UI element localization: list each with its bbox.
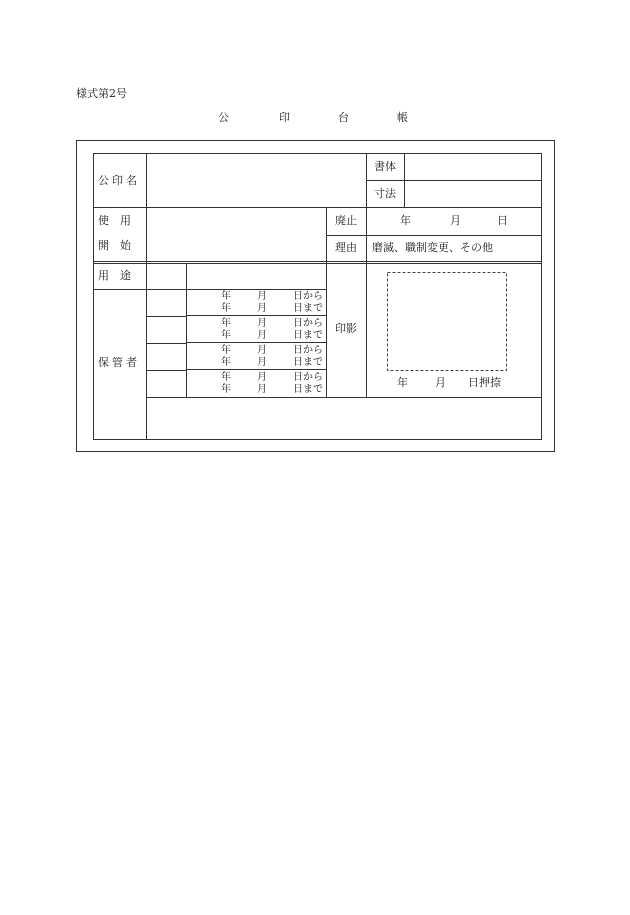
period-3-from-month: 月 — [257, 345, 267, 356]
period-3-to-day: 日まで — [293, 357, 323, 368]
period-2-from-month: 月 — [257, 318, 267, 329]
abolition-label: 廃止 — [335, 214, 357, 227]
font-style-label: 書体 — [374, 160, 396, 173]
use-start-label-1: 使 用 — [98, 214, 131, 227]
period-3-to-month: 月 — [257, 357, 267, 368]
period-4-to-month: 月 — [257, 384, 267, 395]
dimensions-label: 寸法 — [374, 187, 396, 200]
period-4-to-year: 年 — [221, 384, 231, 395]
impression-month: 月 — [435, 376, 446, 389]
impression-day: 日押捺 — [468, 376, 501, 389]
custodian-label: 保管者 — [98, 356, 140, 369]
period-4-from-month: 月 — [257, 372, 267, 383]
period-2-from-day: 日から — [293, 318, 323, 329]
purpose-label: 用 途 — [98, 269, 131, 282]
period-1-to-month: 月 — [257, 303, 267, 314]
reason-text: 磨滅、職制変更、その他 — [372, 241, 493, 254]
period-4-from-year: 年 — [221, 372, 231, 383]
period-2-to-year: 年 — [221, 330, 231, 341]
period-4-to-day: 日まで — [293, 384, 323, 395]
impression-year: 年 — [397, 376, 408, 389]
period-1-from-month: 月 — [257, 291, 267, 302]
seal-impression-label: 印影 — [335, 322, 357, 335]
title-char-4: 帳 — [397, 111, 408, 124]
period-1-from-year: 年 — [221, 291, 231, 302]
period-2-from-year: 年 — [221, 318, 231, 329]
period-1-to-year: 年 — [221, 303, 231, 314]
seal-name-label: 公印名 — [98, 174, 140, 187]
abolition-month: 月 — [450, 214, 461, 227]
period-2-to-month: 月 — [257, 330, 267, 341]
form-number: 様式第2号 — [76, 87, 127, 100]
reason-label: 理由 — [335, 241, 357, 254]
period-1-to-day: 日まで — [293, 303, 323, 314]
title-char-1: 公 — [218, 111, 229, 124]
title-char-3: 台 — [338, 111, 349, 124]
use-start-label-2: 開 始 — [98, 239, 131, 252]
period-2-to-day: 日まで — [293, 330, 323, 341]
period-3-from-day: 日から — [293, 345, 323, 356]
title-char-2: 印 — [279, 111, 290, 124]
period-3-to-year: 年 — [221, 357, 231, 368]
abolition-year: 年 — [400, 214, 411, 227]
period-1-from-day: 日から — [293, 291, 323, 302]
period-4-from-day: 日から — [293, 372, 323, 383]
period-3-from-year: 年 — [221, 345, 231, 356]
abolition-day: 日 — [497, 214, 508, 227]
